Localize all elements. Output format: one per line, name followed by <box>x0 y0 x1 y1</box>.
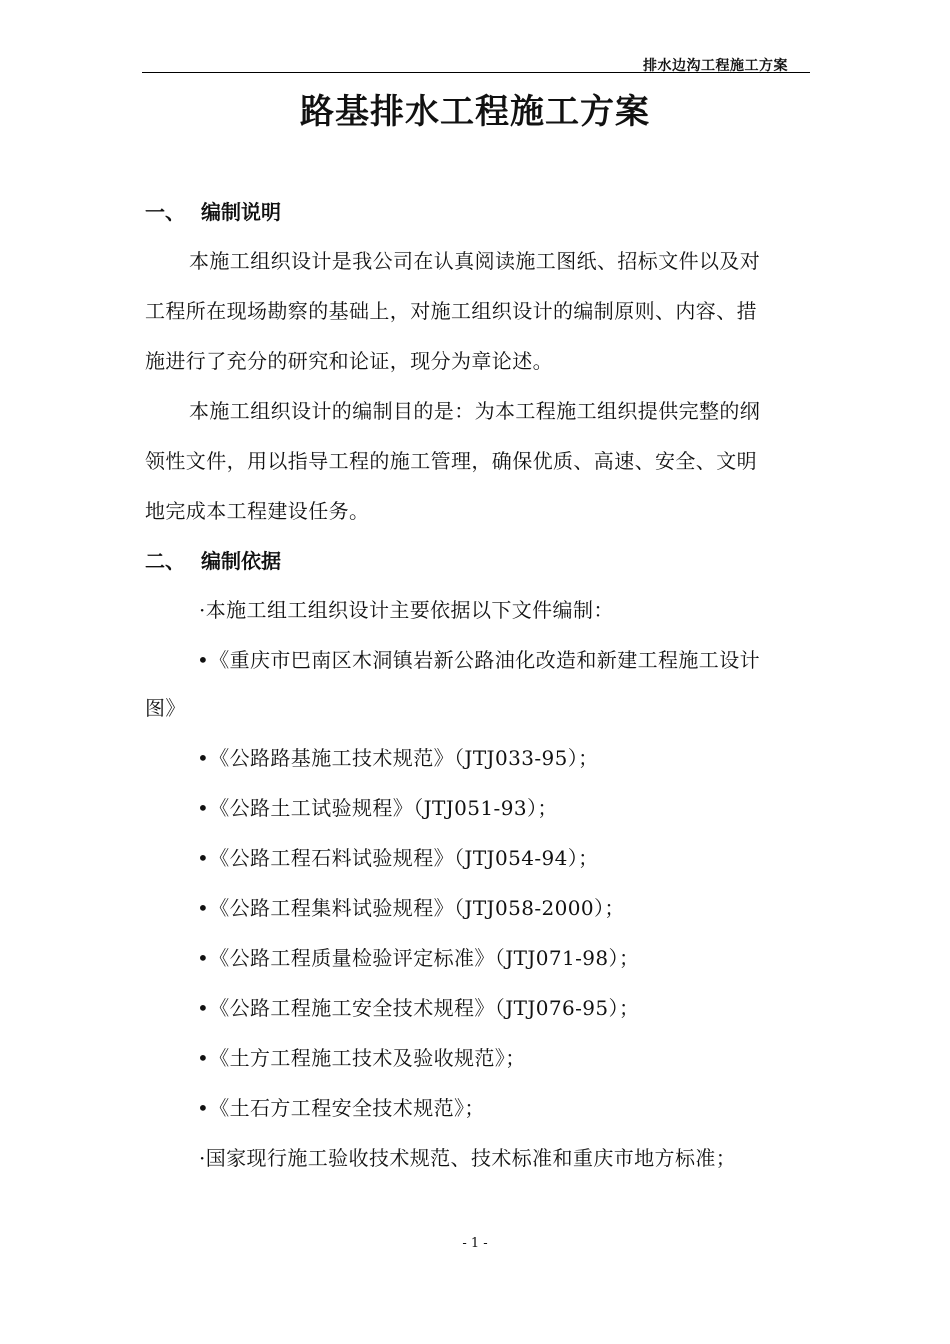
section-title-2: 编制依据 <box>201 549 281 573</box>
basis-item: ·国家现行施工验收技术规范、技术标准和重庆市地方标准； <box>199 1146 737 1170</box>
section-number-1: 一、 <box>145 200 185 224</box>
page-number: - 1 - <box>462 1236 488 1251</box>
paragraph-line: 工程所在现场勘察的基础上，对施工组织设计的编制原则、内容、措 <box>145 299 757 323</box>
basis-item: •《土石方工程安全技术规范》； <box>197 1096 485 1120</box>
basis-item: •《公路土工试验规程》（JTJ051-93）； <box>197 796 558 820</box>
paragraph-line: 施进行了充分的研究和论证，现分为章论述。 <box>145 349 553 373</box>
basis-item: •《公路路基施工技术规范》（JTJ033-95）； <box>197 746 599 770</box>
basis-item: ·本施工组工组织设计主要依据以下文件编制： <box>199 598 614 622</box>
section-heading-2 <box>145 545 281 574</box>
paragraph-line: 本施工组织设计的编制目的是：为本工程施工组织提供完整的纲 <box>189 399 761 423</box>
document-title: 路基排水工程施工方案 <box>300 92 650 132</box>
basis-item: •《土方工程施工技术及验收规范》； <box>197 1046 526 1070</box>
basis-item: •《公路工程石料试验规程》（JTJ054-94）； <box>197 846 599 870</box>
section-number-2: 二、 <box>145 549 185 573</box>
section-title-1: 编制说明 <box>201 200 281 224</box>
running-header: 排水边沟工程施工方案 <box>643 58 788 74</box>
paragraph-line: 领性文件，用以指导工程的施工管理，确保优质、高速、安全、文明 <box>145 449 757 473</box>
header-rule <box>142 72 810 73</box>
basis-item: •《公路工程施工安全技术规程》（JTJ076-95）； <box>197 996 640 1020</box>
basis-item: •《公路工程集料试验规程》（JTJ058-2000）； <box>197 896 625 920</box>
paragraph-line: 本施工组织设计是我公司在认真阅读施工图纸、招标文件以及对 <box>189 249 761 273</box>
basis-item: •《公路工程质量检验评定标准》（JTJ071-98）； <box>197 946 640 970</box>
section-heading-1 <box>145 196 281 225</box>
basis-item: •《重庆市巴南区木洞镇岩新公路油化改造和新建工程施工设计 <box>197 648 760 672</box>
paragraph-line: 地完成本工程建设任务。 <box>145 499 370 523</box>
basis-item: 图》 <box>145 696 186 720</box>
